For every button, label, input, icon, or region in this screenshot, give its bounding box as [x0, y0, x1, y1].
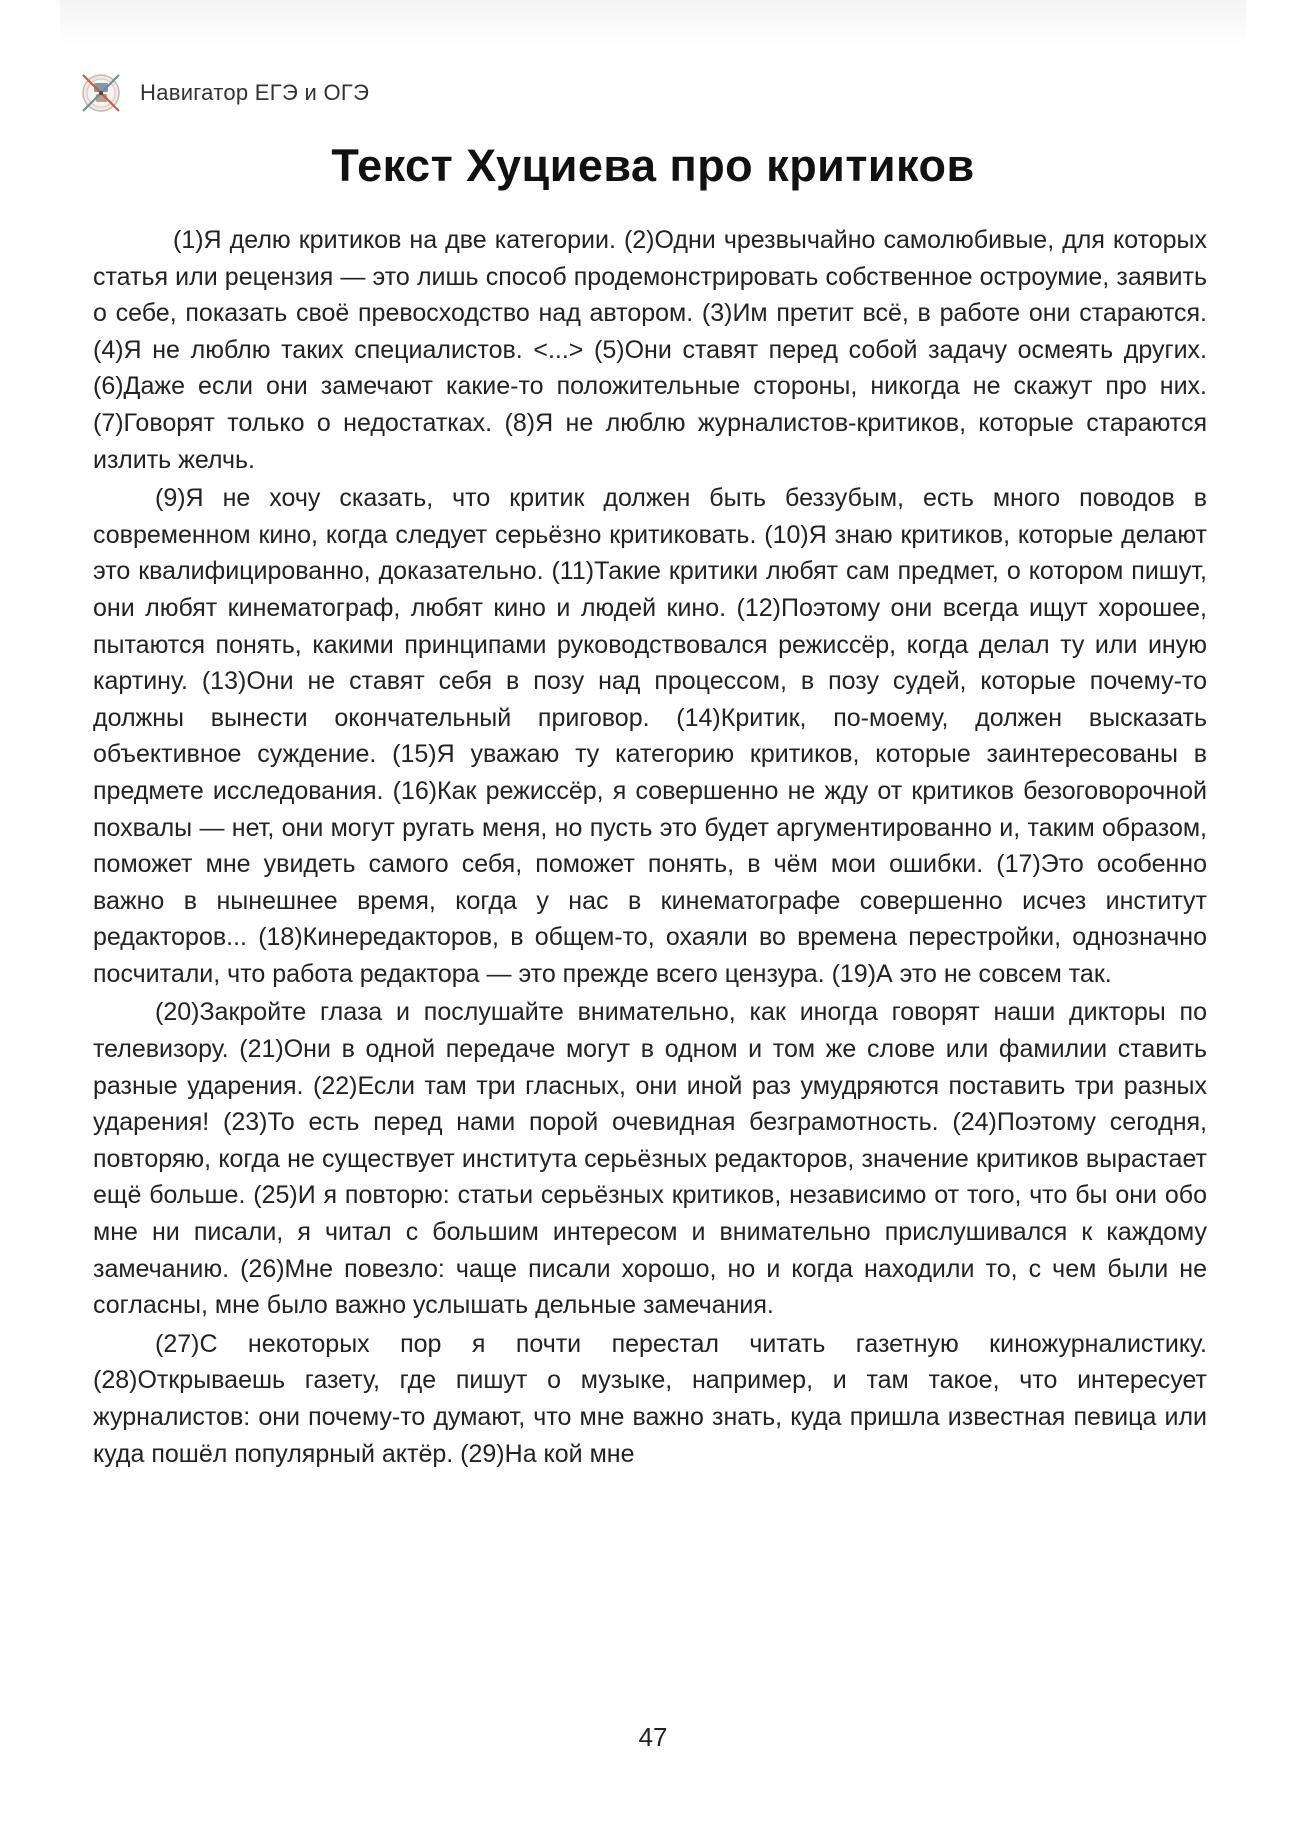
text-body	[93, 222, 1207, 1474]
compass-logo-icon	[78, 70, 124, 116]
paragraph-1: (1)Я делю критиков на две категории. (2)Одни чрезвычайно самолюбивые, для которых статья или рецензия — это лишь способ продемонстрировать собственное остроумие, заявить о себе, показать своё превосходство над автором. (3)Им претит всё, в работе они стараются. (4)Я не люблю таких специалистов. <...> (5)Они ставят перед собой задачу осмеять других. (6)Даже если они замечают какие-то положительные стороны, никогда не скажут про них. (7)Говорят только о недостатках. (8)Я не люблю журналистов-критиков, которые стараются излить желчь.	[93, 226, 1207, 474]
page-title: Текст Хуциева про критиков	[331, 140, 975, 191]
page-number: 47	[638, 1722, 668, 1752]
page-top-shadow	[60, 0, 1246, 46]
page-header	[78, 70, 369, 116]
site-name: Навигатор ЕГЭ и ОГЭ	[140, 80, 370, 105]
paragraph-3: (20)Закройте глаза и послушайте внимательно, как иногда говорят наши дикторы по телевизору. (21)Они в одной передаче могут в одном и том же слове или фамилии ставить разные ударения. (22)Если там три гласных, они иной раз умудряются поставить три разных ударения! (23)То есть перед нами порой очевидная безграмотность. (24)Поэтому сегодня, повторяю, когда не существует института серьёзных редакторов, значение критиков вырастает ещё больше. (25)И я повторю: статьи серьёзных критиков, независимо от того, что бы они обо мне ни писали, я читал с большим интересом и внимательно прислушивался к каждому замечанию. (26)Мне повезло: чаще писали хорошо, но и когда находили то, с чем были не согласны, мне было важно услышать дельные замечания.	[93, 998, 1207, 1320]
paragraph-2: (9)Я не хочу сказать, что критик должен быть беззубым, есть много поводов в современном кино, когда следует серьёзно критиковать. (10)Я знаю критиков, которые делают это квалифицированно, доказательно. (11)Такие критики любят сам предмет, о котором пишут, они любят кинематограф, любят кино и людей кино. (12)Поэтому они всегда ищут хорошее, пытаются понять, какими принципами руководствовался режиссёр, когда делал ту или иную картину. (13)Они не ставят себя в позу над процессом, в позу судей, которые почему-то должны вынести окончательный приговор. (14)Критик, по-моему, должен высказать объективное суждение. (15)Я уважаю ту категорию критиков, которые заинтересованы в предмете исследования. (16)Как режиссёр, я совершенно не жду от критиков безоговорочной похвалы — нет, они могут ругать меня, но пусть это будет аргументированно и, таким образом, поможет мне увидеть самого себя, поможет понять, в чём мои ошибки. (17)Это особенно важно в нынешнее время, когда у нас в кинематографе совершенно исчез институт редакторов... (18)Кинередакторов, в общем-то, охаяли во времена перестройки, однозначно посчитали, что работа редактора — это прежде всего цензура. (19)А это не совсем так.	[93, 484, 1207, 988]
paragraph-4: (27)С некоторых пор я почти перестал читать газетную киножурналистику. (28)Открываешь газету, где пишут о музыке, например, и там такое, что интересует журналистов: они почему-то думают, что мне важно знать, куда пришла известная певица или куда пошёл популярный актёр. (29)На кой мне	[93, 1329, 1207, 1468]
